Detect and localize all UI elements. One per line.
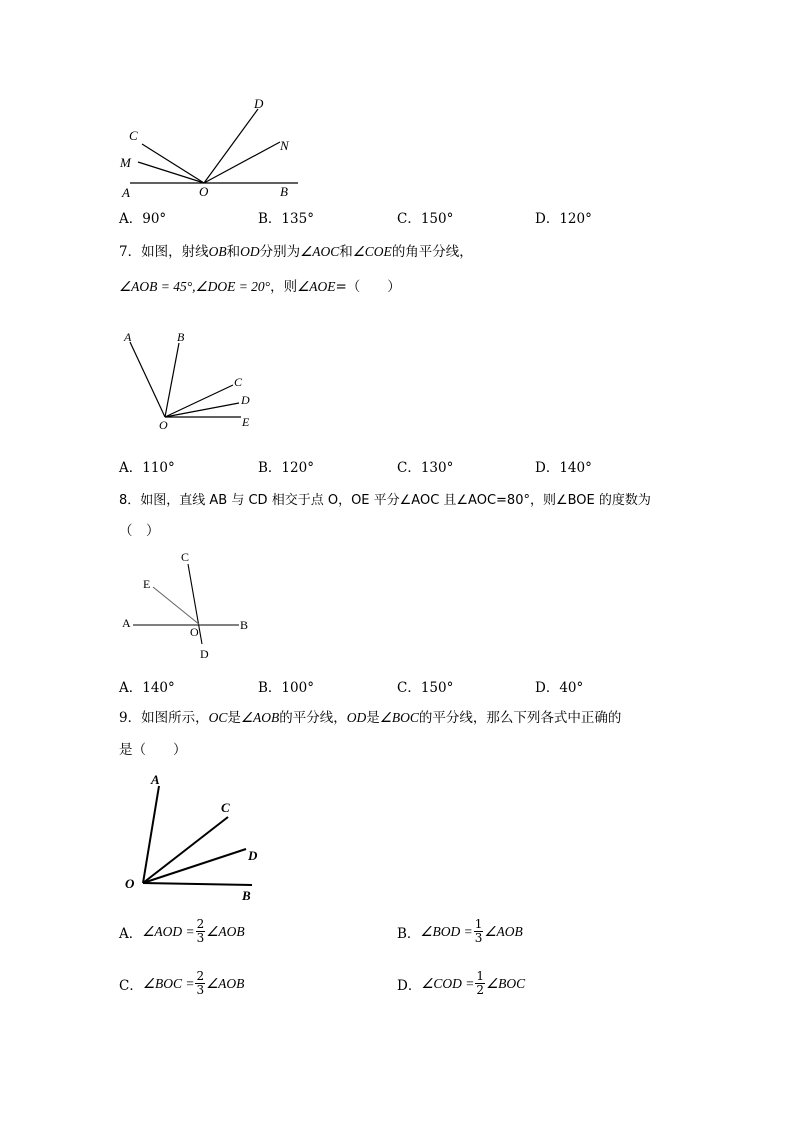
q7-label-C: C	[234, 375, 243, 389]
q9-label-A: A	[151, 772, 160, 787]
q8-label-C: C	[181, 550, 190, 564]
q8-label-O: O	[190, 625, 199, 639]
q7-label-O: O	[159, 418, 168, 432]
q7-stem-line1: 7．如图，射线OB和OD分别为∠AOC和∠COE的角平分线，	[119, 244, 473, 260]
fraction: $\frac{2}{3}$	[196, 969, 205, 997]
q8-label-B: B	[240, 618, 249, 632]
q9-option-d[interactable]: D． ∠COD = $\frac{1}{2}$ ∠BOC	[397, 969, 526, 997]
q7-label-E: E	[242, 415, 250, 429]
q6-option-c[interactable]: C．150°	[397, 211, 454, 227]
q8-option-c[interactable]: C．150°	[397, 680, 454, 696]
q7-figure	[115, 325, 275, 435]
q9-stem-line2: 是（ ）	[119, 742, 187, 758]
fraction: $\frac{1}{2}$	[476, 969, 485, 997]
q9-label-C: C	[221, 800, 230, 815]
q6-label-M: M	[120, 155, 131, 170]
q6-option-a[interactable]: A．90°	[119, 211, 167, 227]
q6-label-O: O	[199, 184, 209, 199]
q6-figure	[110, 92, 310, 204]
q7-stem-line2: ∠AOB = 45°,∠DOE = 20°，则∠AOE=（ ）	[119, 279, 401, 295]
q8-option-a[interactable]: A．140°	[119, 680, 175, 696]
q7-option-d[interactable]: D．140°	[535, 460, 592, 476]
fraction: $\frac{1}{3}$	[474, 917, 483, 945]
q9-stem-line1: 9．如图所示，OC是∠AOB的平分线，OD是∠BOC的平分线，那么下列各式中正确的	[119, 710, 622, 726]
q8-option-b[interactable]: B．100°	[258, 680, 314, 696]
q6-label-C: C	[129, 128, 138, 143]
q8-label-A: A	[122, 616, 131, 630]
q7-option-a[interactable]: A．110°	[119, 460, 175, 476]
q9-label-B: B	[242, 888, 251, 903]
q7-label-D: D	[241, 393, 250, 407]
fraction: $\frac{2}{3}$	[196, 917, 205, 945]
q9-option-c[interactable]: C． ∠BOC = $\frac{2}{3}$ ∠AOB	[119, 969, 245, 997]
q8-figure	[115, 545, 265, 665]
q7-option-b[interactable]: B．120°	[258, 460, 314, 476]
q8-label-D: D	[200, 647, 209, 661]
q7-label-A: A	[124, 330, 132, 344]
q6-label-N: N	[280, 138, 289, 153]
q6-option-d[interactable]: D．120°	[535, 211, 592, 227]
q7-option-c[interactable]: C．130°	[397, 460, 454, 476]
q6-option-b[interactable]: B．135°	[258, 211, 314, 227]
q9-label-O: O	[125, 876, 135, 891]
q9-option-b[interactable]: B． ∠BOD = $\frac{1}{3}$ ∠AOB	[397, 917, 523, 945]
q9-figure	[115, 768, 275, 903]
q9-option-a[interactable]: A． ∠AOD = $\frac{2}{3}$ ∠AOB	[119, 917, 245, 945]
q6-label-B: B	[280, 184, 288, 199]
q8-option-d[interactable]: D．40°	[535, 680, 584, 696]
q8-stem-line1: 8．如图，直线 AB 与 CD 相交于点 O，OE 平分∠AOC 且∠AOC=80°，则∠BOE 的度数为	[119, 493, 651, 508]
q9-label-D: D	[248, 848, 258, 863]
q8-label-E: E	[143, 577, 151, 591]
q7-label-B: B	[177, 330, 185, 344]
q6-label-D: D	[254, 96, 264, 111]
q6-label-A: A	[122, 185, 130, 200]
q8-stem-line2: （ ）	[119, 523, 160, 539]
